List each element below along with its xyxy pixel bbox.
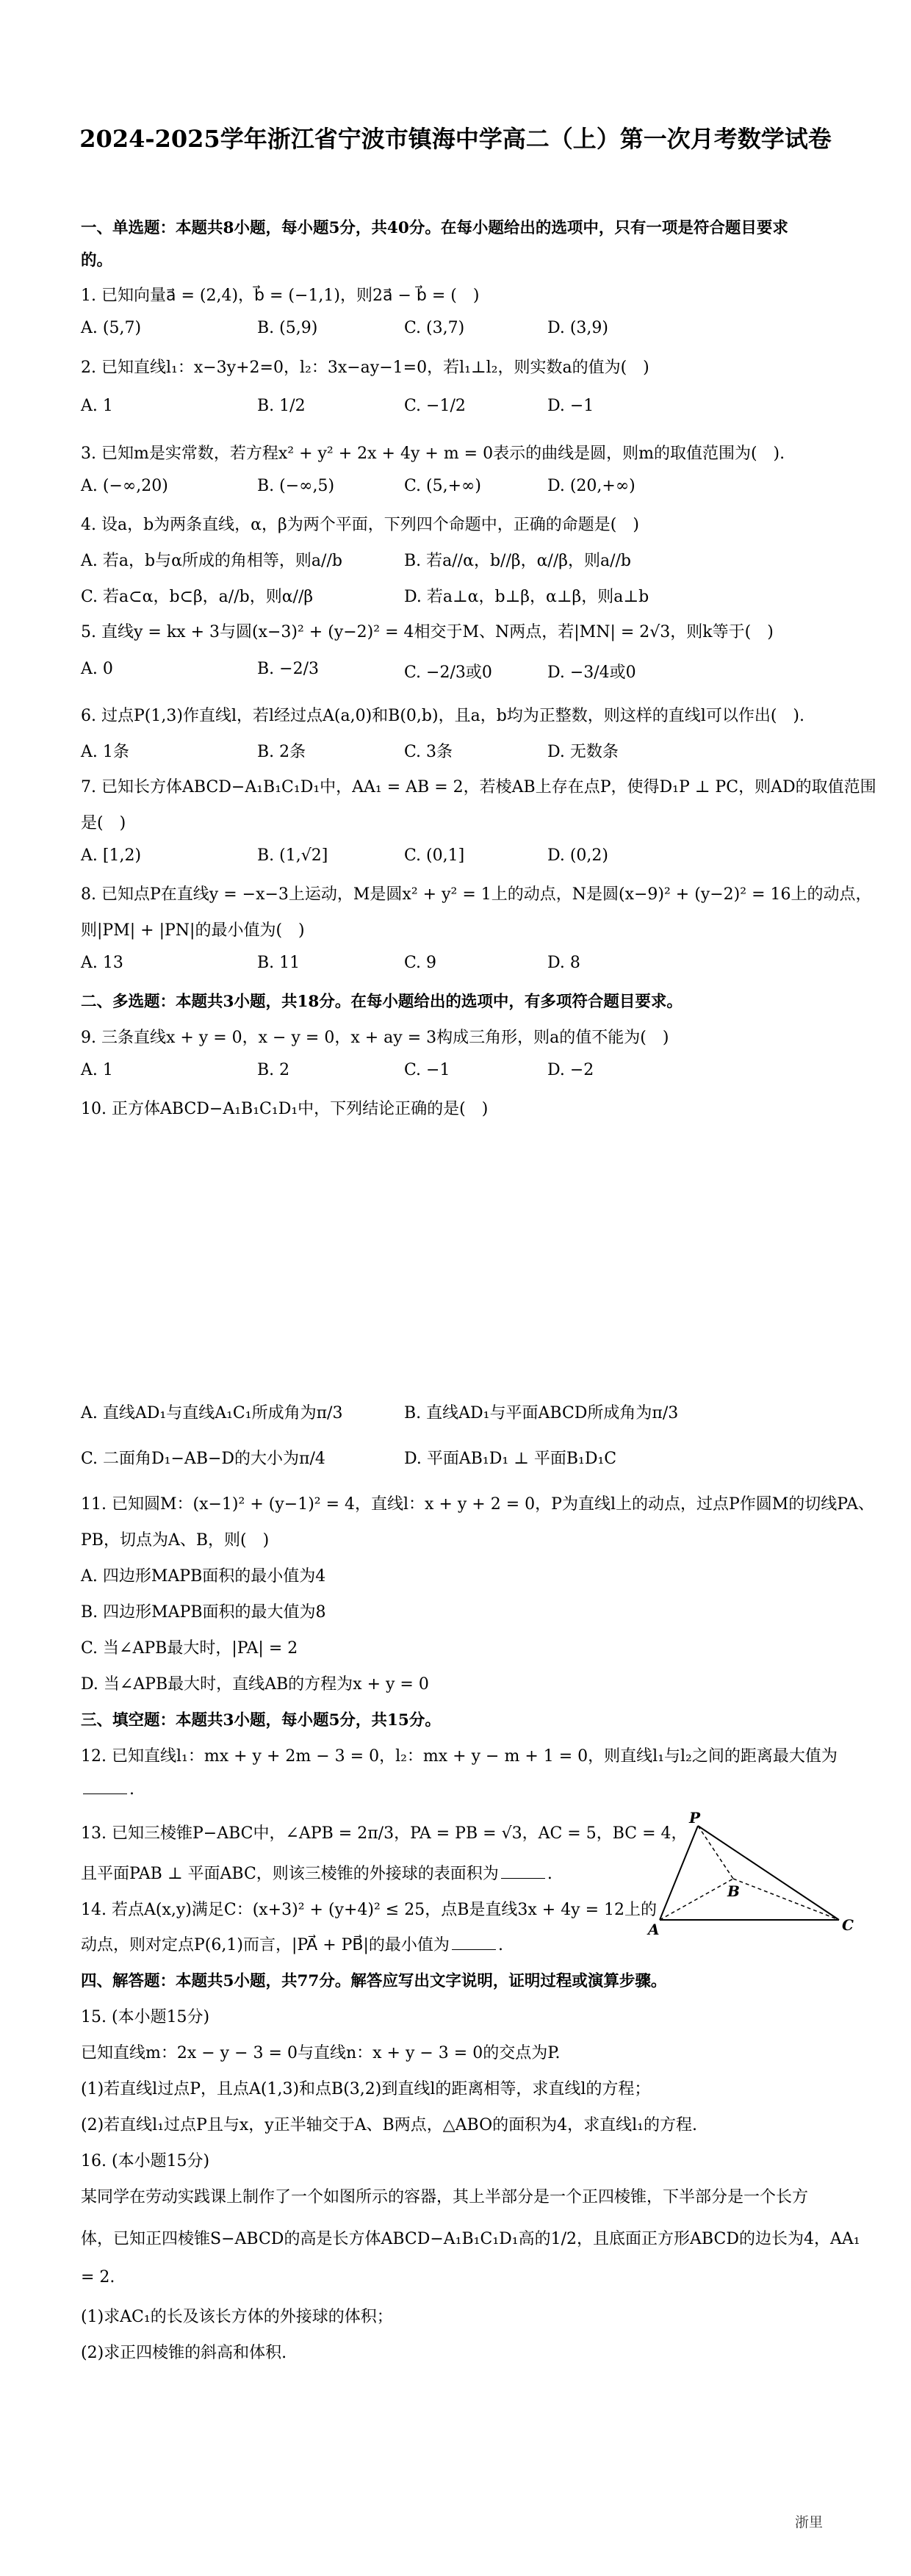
q3-stem: 3. 已知m是实常数，若方程x² + y² + 2x + 4y + m = 0表示的曲线是圆，则m的取值范围为( ). [81, 445, 785, 463]
q10-option-d: D. 平面AB₁D₁ ⊥ 平面B₁D₁C [404, 1450, 617, 1468]
q5-option-b: B. −2/3 [257, 660, 319, 678]
q1-stem: 1. 已知向量a⃗ = (2,4)，b⃗ = (−1,1)，则2a⃗ − b⃗ = ( ) [81, 287, 480, 305]
section-3-heading: 三、填空题：本题共3小题，每小题5分，共15分。 [81, 1711, 441, 1730]
edge-pc [698, 1826, 839, 1920]
q1-option-c: C. (3,7) [404, 319, 465, 337]
q6-option-c: C. 3条 [404, 743, 453, 761]
q13-text: 且平面PAB ⊥ 平面ABC，则该三棱锥的外接球的表面积为 [81, 1865, 499, 1883]
q12-stem-line1: 12. 已知直线l₁：mx + y + 2m − 3 = 0，l₂：mx + y − m + 1 = 0，则直线l₁与l₂之间的距离最大值为 [81, 1747, 838, 1766]
q1-option-b: B. (5,9) [257, 319, 318, 337]
q15-line1: 已知直线m：2x − y − 3 = 0与直线n：x + y − 3 = 0的交点为P. [81, 2044, 561, 2062]
q8-stem-line1: 8. 已知点P在直线y = −x−3上运动，M是圆x² + y² = 1上的动点，N是圆(x−9)² + (y−2)² = 16上的动点， [81, 885, 872, 904]
q13-stem-line1: 13. 已知三棱锥P−ABC中，∠APB = 2π/3，PA = PB = √3，AC = 5，BC = 4， [81, 1824, 688, 1843]
q9-option-a: A. 1 [81, 1061, 113, 1079]
exam-title: 2024-2025学年浙江省宁波市镇海中学高二（上）第一次月考数学试卷 [79, 125, 832, 153]
q7-option-b: B. (1,√2] [257, 846, 328, 865]
q12-period: . [129, 1780, 134, 1799]
q4-stem: 4. 设a，b为两条直线，α，β为两个平面，下列四个命题中，正确的命题是( ) [81, 516, 639, 534]
q1-option-d: D. (3,9) [547, 319, 608, 337]
q15-heading: 15. (本小题15分) [81, 2008, 210, 2026]
q10-option-c: C. 二面角D₁−AB−D的大小为π/4 [81, 1450, 325, 1468]
q6-option-d: D. 无数条 [547, 743, 619, 761]
q4-option-a: A. 若a，b与α所成的角相等，则a//b [81, 552, 342, 570]
q10-option-a: A. 直线AD₁与直线A₁C₁所成角为π/3 [81, 1404, 343, 1422]
edge-ab [660, 1879, 733, 1920]
q11-stem-line1: 11. 已知圆M：(x−1)² + (y−1)² = 4，直线l：x + y + 2 = 0，P为直线l上的动点，过点P作圆M的切线PA、 [81, 1495, 874, 1514]
q16-line2: 体，已知正四棱锥S−ABCD的高是长方体ABCD−A₁B₁C₁D₁高的1/2，且底面正方形ABCD的边长为4，AA₁ [81, 2230, 860, 2248]
q8-option-d: D. 8 [547, 954, 580, 972]
q12-stem-line2 [81, 1780, 134, 1799]
q13-period: . [547, 1865, 552, 1883]
q5-option-a: A. 0 [81, 660, 113, 678]
q5-option-d: D. −3/4或0 [547, 663, 636, 682]
q2-stem: 2. 已知直线l₁：x−3y+2=0，l₂：3x−ay−1=0，若l₁⊥l₂，则实数a的值为( ) [81, 359, 649, 377]
q11-option-b: B. 四边形MAPB面积的最大值为8 [81, 1603, 326, 1622]
q3-option-a: A. (−∞,20) [81, 477, 168, 495]
q3-option-c: C. (5,+∞) [404, 477, 481, 495]
q9-option-b: B. 2 [257, 1061, 290, 1079]
q2-option-d: D. −1 [547, 397, 594, 415]
q14-text: 动点，则对定点P(6,1)而言，|PA⃗ + PB⃗|的最小值为 [81, 1936, 450, 1954]
q6-stem: 6. 过点P(1,3)作直线l，若l经过点A(a,0)和B(0,b)，且a，b均为正整数，则这样的直线l可以作出( ). [81, 707, 804, 725]
q7-option-d: D. (0,2) [547, 846, 608, 865]
q4-option-b: B. 若a//α，b//β，α//β，则a//b [404, 552, 631, 570]
q6-option-b: B. 2条 [257, 743, 306, 761]
q2-option-b: B. 1/2 [257, 397, 306, 415]
q10-option-b: B. 直线AD₁与平面ABCD所成角为π/3 [404, 1404, 679, 1422]
q14-stem-line1: 14. 若点A(x,y)满足C：(x+3)² + (y+4)² ≤ 25，点B是直线3x + 4y = 12上的 [81, 1901, 658, 1919]
q11-option-a: A. 四边形MAPB面积的最小值为4 [81, 1567, 326, 1586]
q16-line5: (2)求正四棱锥的斜高和体积. [81, 2344, 287, 2362]
q7-option-a: A. [1,2) [81, 846, 142, 865]
q16-line4: (1)求AC₁的长及该长方体的外接球的体积； [81, 2308, 393, 2326]
q9-option-c: C. −1 [404, 1061, 450, 1079]
q7-stem-line1: 7. 已知长方体ABCD−A₁B₁C₁D₁中，AA₁ = AB = 2，若棱AB上存在点P，使得D₁P ⊥ PC，则AD的取值范围 [81, 778, 876, 796]
q8-option-b: B. 11 [257, 954, 300, 972]
q5-stem: 5. 直线y = kx + 3与圆(x−3)² + (y−2)² = 4相交于M、N两点，若|MN| = 2√3，则k等于( ) [81, 623, 774, 641]
q3-option-d: D. (20,+∞) [547, 477, 635, 495]
q16-heading: 16. (本小题15分) [81, 2152, 210, 2170]
section-1-heading-cont: 的。 [81, 251, 113, 270]
q14-answer-blank[interactable] [452, 1949, 496, 1950]
footer-watermark: 浙里 [794, 2514, 823, 2530]
edge-pb [698, 1826, 733, 1879]
q15-line2: (1)若直线l过点P，且点A(1,3)和点B(3,2)到直线l的距离相等，求直线l的方程； [81, 2080, 651, 2098]
q9-option-d: D. −2 [547, 1061, 594, 1079]
q4-option-d: D. 若a⊥α，b⊥β，α⊥β，则a⊥b [404, 588, 649, 606]
q16-line1: 某同学在劳动实践课上制作了一个如图所示的容器，其上半部分是一个正四棱锥，下半部分是一个长方 [81, 2188, 809, 2206]
q14-stem-line2 [81, 1932, 503, 1955]
section-4-heading: 四、解答题：本题共5小题，共77分。解答应写出文字说明，证明过程或演算步骤。 [81, 1972, 667, 1990]
q11-stem-line2: PB，切点为A、B，则( ) [81, 1531, 270, 1550]
q7-stem-line2: 是( ) [81, 814, 126, 832]
q15-line3: (2)若直线l₁过点P且与x，y正半轴交于A、B两点，△ABO的面积为4，求直线l₁的方程. [81, 2116, 697, 2134]
q11-option-c: C. 当∠APB最大时，|PA| = 2 [81, 1639, 298, 1658]
q7-option-c: C. (0,1] [404, 846, 465, 865]
q5-option-c: C. −2/3或0 [404, 663, 492, 682]
q2-option-a: A. 1 [81, 397, 113, 415]
label-c: C [842, 1916, 854, 1934]
edge-pa [660, 1826, 698, 1920]
q8-option-a: A. 13 [81, 954, 123, 972]
q6-option-a: A. 1条 [81, 743, 129, 761]
q14-period: . [497, 1936, 503, 1954]
q8-option-c: C. 9 [404, 954, 437, 972]
tetrahedron-figure [647, 1811, 867, 1943]
section-2-heading: 二、多选题：本题共3小题，共18分。在每小题给出的选项中，有多项符合题目要求。 [81, 993, 683, 1011]
q9-stem: 9. 三条直线x + y = 0，x − y = 0，x + ay = 3构成三角形，则a的值不能为( ) [81, 1029, 669, 1047]
label-b: B [727, 1882, 740, 1900]
q2-option-c: C. −1/2 [404, 397, 466, 415]
q13-answer-blank[interactable] [501, 1878, 545, 1879]
q8-stem-line2: 则|PM| + |PN|的最小值为( ) [81, 921, 305, 940]
q16-line3: = 2. [81, 2268, 115, 2287]
label-a: A [648, 1921, 660, 1938]
q10-stem: 10. 正方体ABCD−A₁B₁C₁D₁中，下列结论正确的是( ) [81, 1100, 489, 1118]
q1-option-a: A. (5,7) [81, 319, 142, 337]
label-p: P [689, 1811, 701, 1827]
section-1-heading: 一、单选题：本题共8小题，每小题5分，共40分。在每小题给出的选项中，只有一项是符合题目要求 [81, 219, 788, 237]
q4-option-c: C. 若a⊂α，b⊂β，a//b，则α//β [81, 588, 314, 606]
q11-option-d: D. 当∠APB最大时，直线AB的方程为x + y = 0 [81, 1675, 429, 1694]
q3-option-b: B. (−∞,5) [257, 477, 335, 495]
q13-stem-line2 [81, 1861, 552, 1884]
